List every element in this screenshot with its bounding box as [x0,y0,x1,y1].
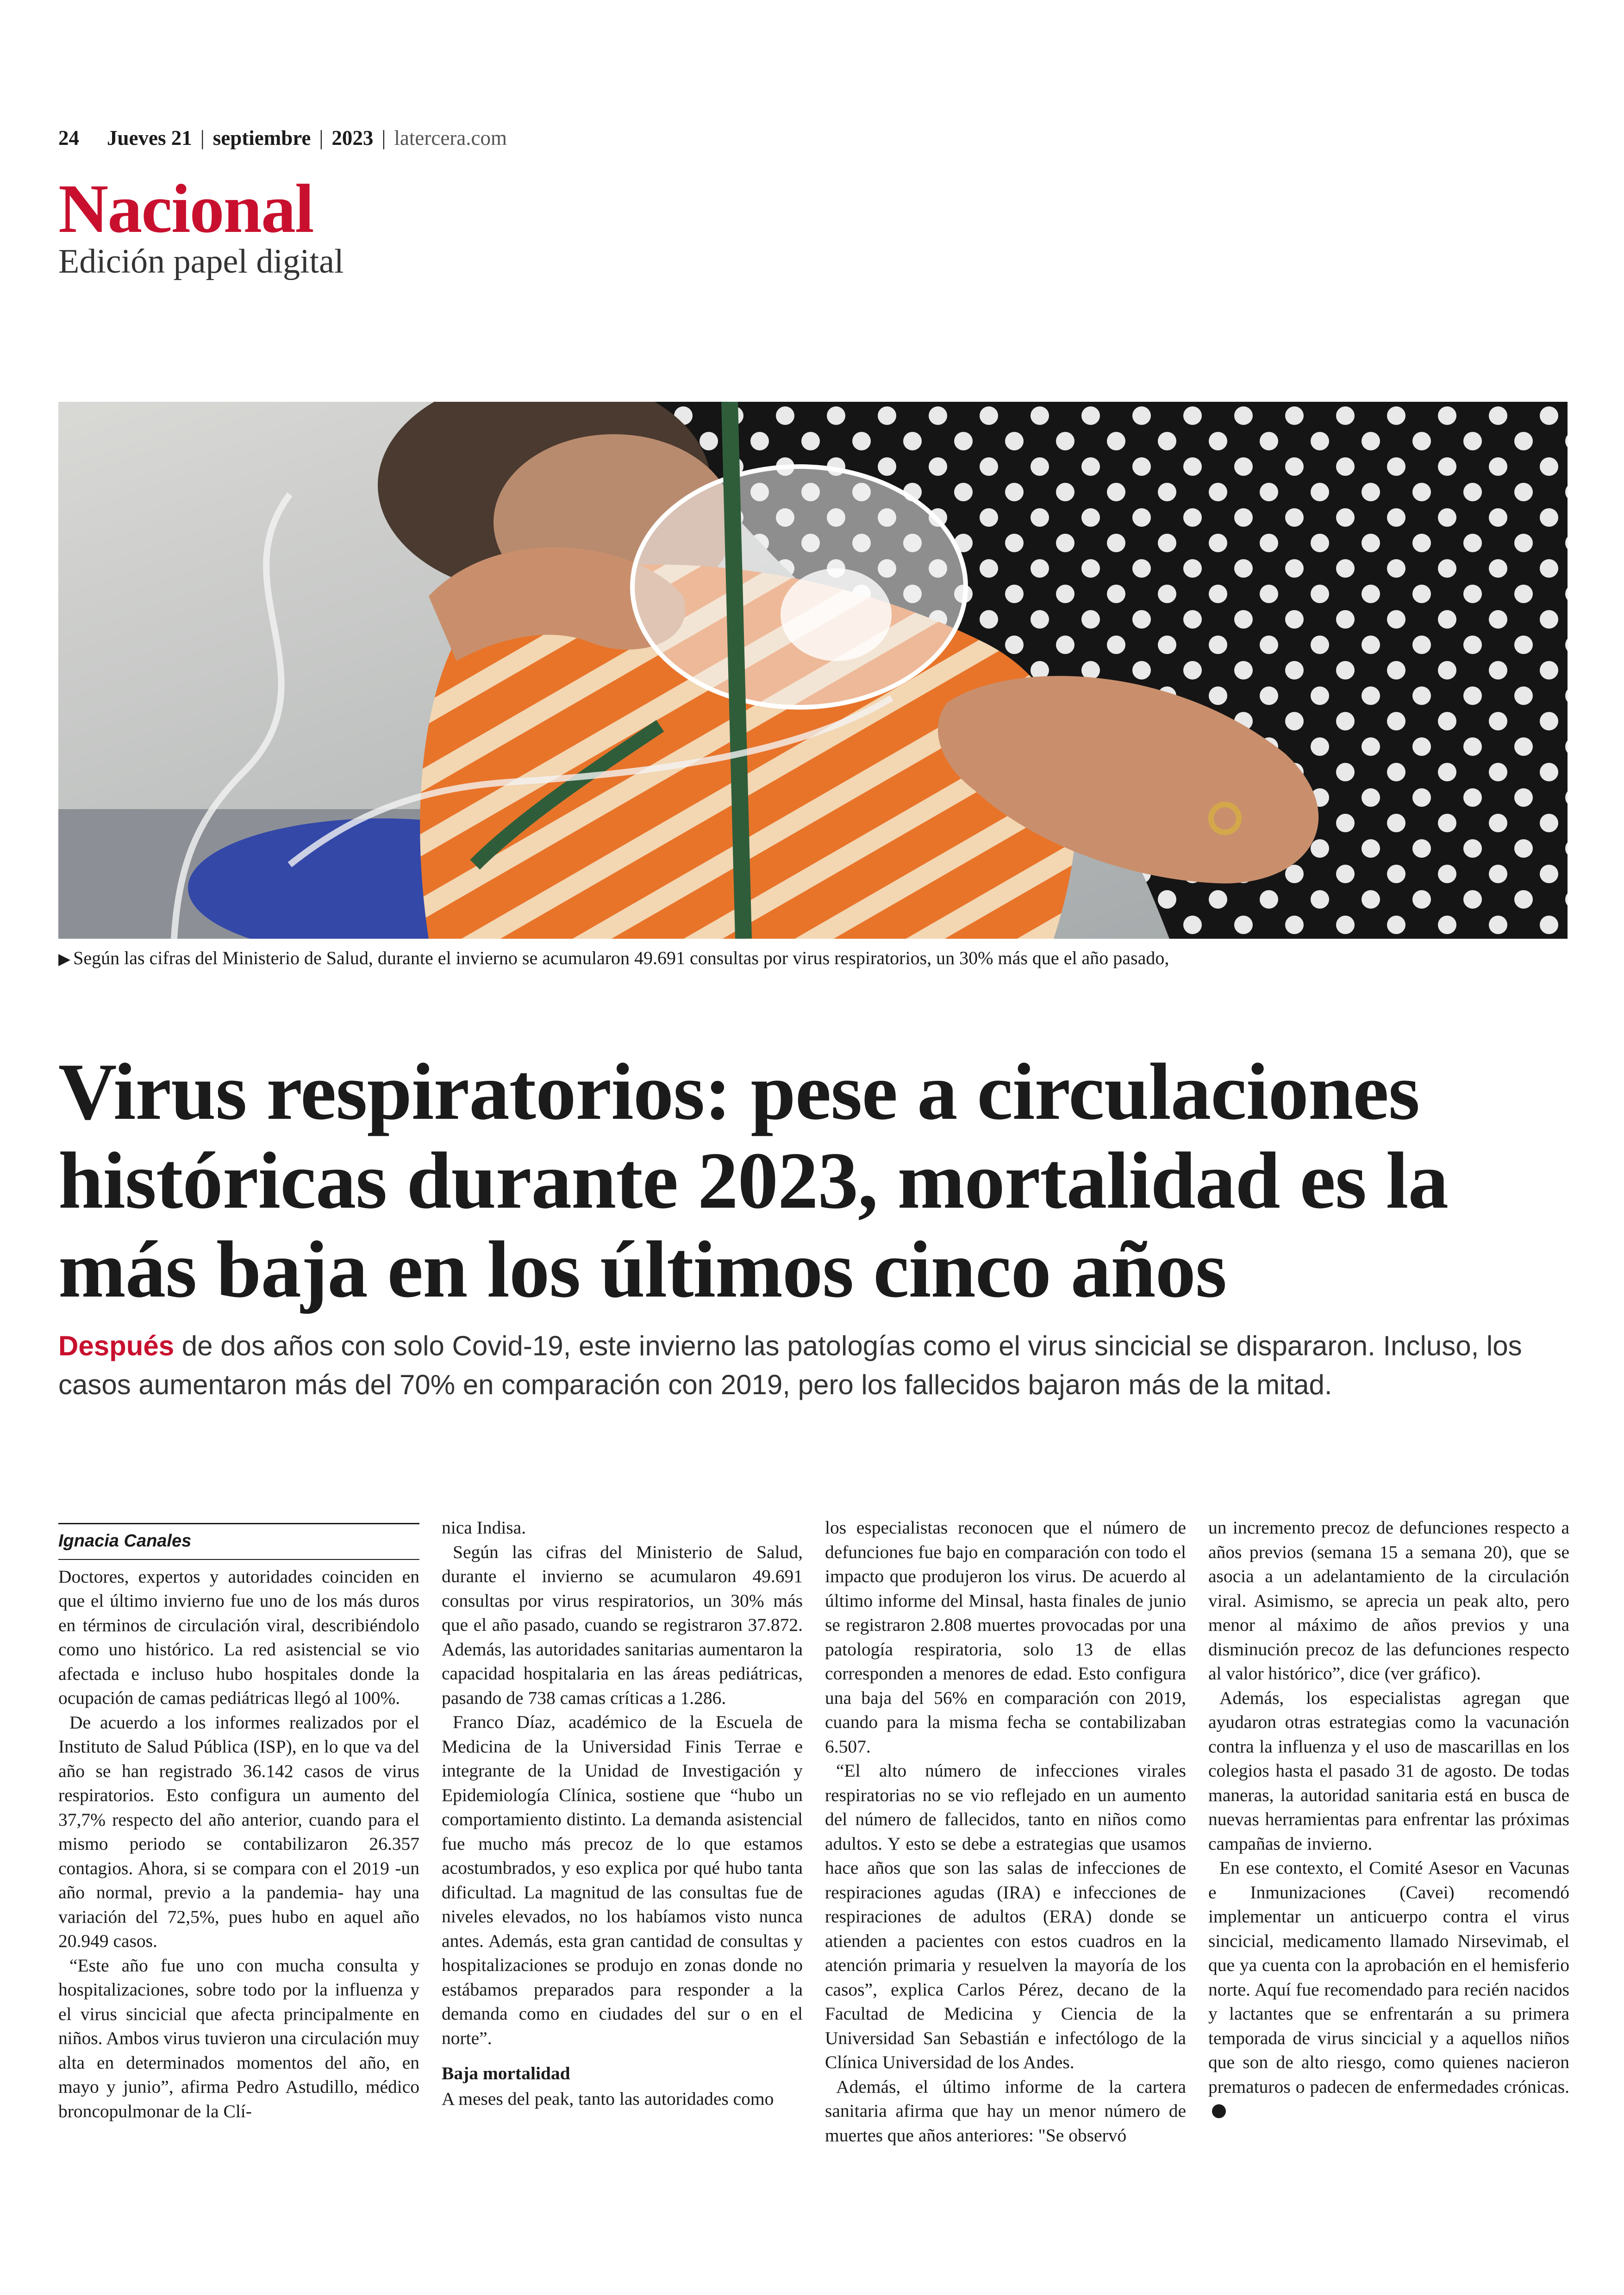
paragraph [1208,1856,1569,2123]
date-day: Jueves 21 [107,126,192,150]
paragraph: Franco Díaz, académico de la Escuela de Medicina de la Universidad Finis Terrae e integrante de la Unidad de Investigación y Epidemiología Clínica, sostiene que “hubo un comportamiento distinto. La demanda asistencial fue mucho más precoz de lo que estamos acostumbrados, y eso explica por qué hubo tanta dificultad. La magnitud de las consultas fue de niveles elevados, no los habíamos visto nunca antes. Además, esta gran cantidad de consultas y hospitalizaciones se produjo en zonas donde no estábamos preparados para responder a la demanda como en ciudades del sur o en el norte”. [442,1712,803,2048]
article-column-1 [58,1523,419,2123]
article-column-3 [825,1515,1186,2147]
end-of-article-icon [1212,2104,1226,2118]
dek-text: de dos años con solo Covid-19, este invierno las patologías como el virus sincicial se dispararon. Incluso, los casos aumentaron más del 70% en comparación con 2019, pero los fallecidos bajaron más de la mitad. [58,1330,1522,1400]
dek-lead-word: Después [58,1330,175,1361]
paragraph: Además, el último informe de la cartera sanitaria afirma que hay un menor número de muertes que años anteriores: "Se observó [825,2076,1186,2145]
site-name: latercera.com [394,126,507,150]
date-year: 2023 [331,126,374,150]
paragraph-text: En ese contexto, el Comité Asesor en Vacunas e Inmunizaciones (Cavei) recomendó implementar un anticuerpo contra el virus sincicial, medicamento llamado Nirsevimab, el que ya cuenta con la aprobación en el hemisferio norte. Aquí fue recomendado para recién nacidos y lactantes que se enfrentarán a su primera temporada de virus sincicial y a aquellos niños que son de alto riesgo, como quienes nacieron prematuros o padecen de enfermedades crónicas. [1208,1858,1569,2097]
paragraph: los especialistas reconocen que el número de defunciones fue bajo en comparación con todo el impacto que produjeron los virus. De acuerdo al último informe del Minsal, hasta finales de junio se registraron 2.808 muertes provocadas por una patología respiratoria, solo 13 de ellas corresponden a menores de edad. Esto configura una baja del 56% en comparación con 2019, cuando para la misma fecha se contabilizaban 6.507. [825,1517,1186,1757]
caption-arrow-icon: ▶ [58,951,71,968]
article-photo [58,402,1568,939]
paragraph: un incremento precoz de defunciones respecto a años previos (semana 15 a semana 20), que se asocia a un adelantamiento de la circulación viral. Asimismo, se aprecia un peak alto, pero menor al máximo de años previos y una disminución precoz de las defunciones respecto al valor histórico”, dice (ver gráfico). [1208,1517,1569,1684]
page-folio [58,124,507,152]
paragraph: “Este año fue uno con mucha consulta y hospitalizaciones, sobre todo por la influenza y el virus sincicial que afecta principalmente en niños. Ambos virus tuvieron una circulación muy alta en determinados momentos del año, en mayo y junio”, afirma Pedro Astudillo, médico broncopulmonar de la Clí- [58,1955,420,2121]
folio-separator: | [319,126,324,150]
page-number: 24 [58,126,79,150]
paragraph: Doctores, expertos y autoridades coinciden en que el último invierno fue uno de los más duros en términos de circulación viral, describiéndolo como uno histórico. La red asistencial se vio afectada e incluso hubo hospitales donde la ocupación de camas pediátricas llegó al 100%. [58,1566,419,1708]
date-month: septiembre [212,126,311,150]
paragraph: Además, los especialistas agregan que ayudaron otras estrategias como la vacunación contra la influenza y el uso de mascarillas en los colegios hasta el pasado 31 de agosto. De todas maneras, la autoridad sanitaria está en busca de nuevas herramientas para enfrentar las próximas campañas de invierno. [1208,1687,1569,1854]
paragraph: “El alto número de infecciones virales respiratorias no se vio reflejado en un aumento del número de fallecidos, tanto en niños como adultos. Y esto se debe a estrategias que usamos hace años que son las salas de infecciones de respiraciones agudas (IRA) e infecciones de respiraciones de adultos (ERA) donde se atienden a pacientes con estos cuadros en la atención primaria y resuelven la mayoría de los casos”, explica Carlos Pérez, decano de la Facultad de Medicina y Ciencia de la Universidad San Sebastián e infectólogo de la Clínica Universidad de los Andes. [825,1760,1186,2072]
paragraph: De acuerdo a los informes realizados por el Instituto de Salud Pública (ISP), en lo que va del año se han registrado 36.142 casos de virus respiratorios. Esto configura un aumento del 37,7% respecto del año anterior, cuando para el mismo periodo se contabilizaron 26.357 contagios. Ahora, si se compara con el 2019 -un año normal, previo a la pandemia- hay una variación del 72,5%, pues hubo en aquel año 20.949 casos. [58,1712,419,1951]
article-column-4 [1208,1515,1569,2123]
paragraph: A meses del peak, tanto las autoridades como [442,2088,774,2109]
edition-label: Edición papel digital [58,243,344,281]
caption-text: Según las cifras del Ministerio de Salud, durante el invierno se acumularon 49.691 consultas por virus respiratorios, un 30% más que el año pasado, [73,948,1169,968]
paragraph: nica Indisa. [442,1517,526,1538]
folio-separator: | [381,126,386,150]
folio-separator: | [200,126,205,150]
article-headline: Virus respiratorios: pese a circulaciones históricas durante 2023, mortalidad es la más baja en los últimos cinco años [58,1047,1449,1314]
section-title: Nacional [58,170,313,247]
photo-caption [58,944,1568,973]
subheading: Baja mortalidad [442,2063,570,2083]
article-dek [58,1327,1530,1404]
article-column-2 [442,1515,803,2111]
paragraph: Según las cifras del Ministerio de Salud, durante el invierno se acumularon 49.691 consultas por virus respiratorios, un 30% más que el año pasado, cuando se registraron 37.872. Además, las autoridades sanitarias aumentaron la capacidad hospitalaria en las áreas pediátricas, pasando de 738 camas críticas a 1.286. [442,1541,803,1708]
byline: Ignacia Canales [58,1523,419,1560]
